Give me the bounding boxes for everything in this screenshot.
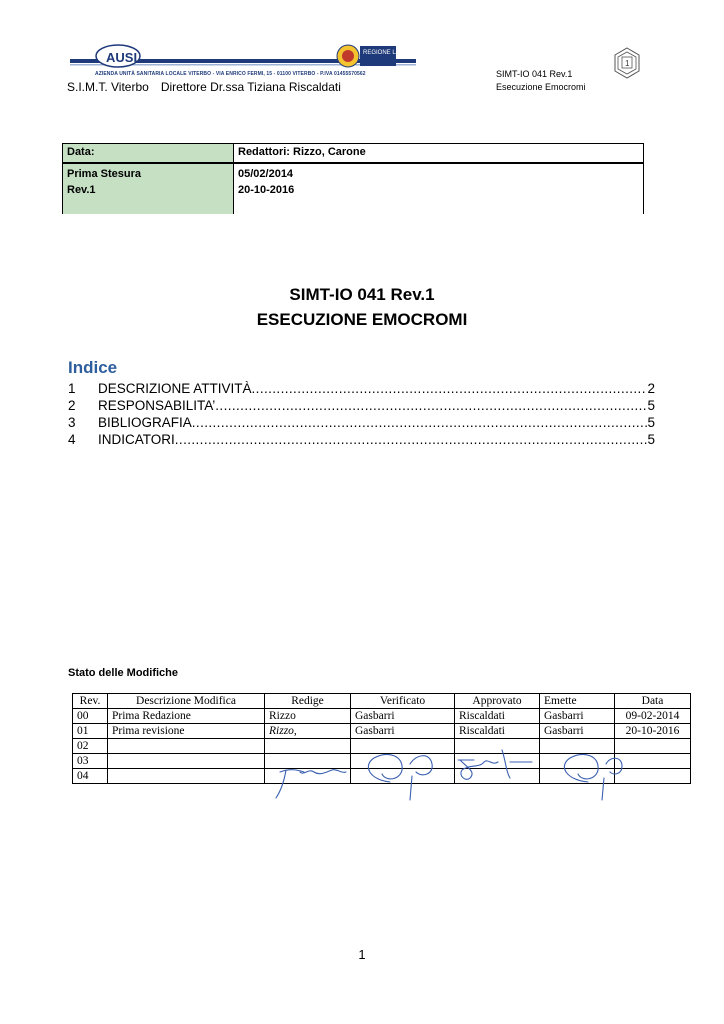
page-number: 1 <box>358 947 366 962</box>
toc-label: RESPONSABILITA’ <box>98 398 216 413</box>
column-header: Emette <box>540 694 615 709</box>
address-line: AZIENDA UNITÀ SANITARIA LOCALE VITERBO - VIA ENRICO FERMI, 15 - 01100 VITERBO - P.IVA 01455570562 <box>95 71 366 77</box>
doc-title-line1: SIMT-IO 041 Rev.1 <box>289 285 435 304</box>
table-cell: 20-10-2016 <box>615 724 691 739</box>
table-cell: Gasbarri <box>351 724 455 739</box>
toc-leader <box>252 381 648 396</box>
signature-riscaldati <box>458 750 532 779</box>
table-row <box>73 709 691 724</box>
first-draft-date: 05/02/2014 <box>238 168 294 180</box>
table-cell: 00 <box>73 709 108 724</box>
toc-label: DESCRIZIONE ATTIVITÀ <box>98 381 252 396</box>
draft-dates <box>234 163 644 214</box>
director-name: Direttore Dr.ssa Tiziana Riscaldati <box>160 80 341 94</box>
toc-number: 2 <box>68 398 76 413</box>
toc-entry[interactable] <box>68 381 655 396</box>
toc-number: 1 <box>68 381 76 396</box>
doc-code: SIMT-IO 041 Rev.1 <box>496 69 573 79</box>
table-cell: 02 <box>73 739 108 754</box>
region-badge-text: REGIONE LAZIO <box>363 50 410 56</box>
toc-entry[interactable] <box>68 398 655 413</box>
table-cell: Prima Redazione <box>108 709 265 724</box>
quality-seal-icon <box>612 46 642 80</box>
rev-label: Rev.1 <box>67 184 96 196</box>
table-cell: Gasbarri <box>540 709 615 724</box>
table-cell: 03 <box>73 754 108 769</box>
table-cell: 09-02-2014 <box>615 709 691 724</box>
unit-name: S.I.M.T. Viterbo <box>67 80 149 94</box>
first-draft-label: Prima Stesura <box>67 168 141 180</box>
index-heading: Indice <box>68 358 118 377</box>
toc-page: 5 <box>647 432 655 447</box>
table-cell: Prima revisione <box>108 724 265 739</box>
handwritten-signatures <box>270 742 630 804</box>
editors: Redattori: Rizzo, Carone <box>234 144 644 164</box>
toc-label: INDICATORI <box>98 432 175 447</box>
signature-gasbarri-1 <box>368 754 432 800</box>
column-header: Rev. <box>73 694 108 709</box>
table-cell: Riscaldati <box>455 724 540 739</box>
column-header: Descrizione Modifica <box>108 694 265 709</box>
column-header: Approvato <box>455 694 540 709</box>
table-cell <box>108 769 265 784</box>
logo-text: AUSL <box>106 50 142 65</box>
column-header: Data <box>615 694 691 709</box>
draft-labels <box>63 163 234 214</box>
table-cell <box>108 739 265 754</box>
table-cell <box>108 754 265 769</box>
doc-subject: Esecuzione Emocromi <box>496 82 586 92</box>
toc-page: 5 <box>647 415 655 430</box>
table-cell: 01 <box>73 724 108 739</box>
header-left <box>67 80 341 94</box>
toc-entry[interactable] <box>68 432 655 447</box>
table-row <box>73 724 691 739</box>
toc-leader <box>215 398 647 413</box>
table-cell: Rizzo <box>265 709 351 724</box>
toc-leader <box>192 415 648 430</box>
toc-label: BIBLIOGRAFIA <box>98 415 192 430</box>
table-cell: Rizzo, <box>265 724 351 739</box>
column-header: Redige <box>265 694 351 709</box>
toc-entry[interactable] <box>68 415 655 430</box>
table-cell: 04 <box>73 769 108 784</box>
data-label: Data: <box>63 144 234 164</box>
toc-page: 5 <box>647 398 655 413</box>
info-table <box>62 143 644 214</box>
toc-leader <box>175 432 648 447</box>
toc-page: 2 <box>647 381 655 396</box>
table-cell: Riscaldati <box>455 709 540 724</box>
doc-title-line2: ESECUZIONE EMOCROMI <box>256 310 468 329</box>
toc-number: 3 <box>68 415 76 430</box>
rev-date: 20-10-2016 <box>238 184 295 196</box>
signature-rizzo <box>276 770 346 798</box>
changes-heading: Stato delle Modifiche <box>68 667 179 679</box>
column-header: Verificato <box>351 694 455 709</box>
seal-number: 1 <box>625 59 630 68</box>
toc-number: 4 <box>68 432 76 447</box>
signature-gasbarri-2 <box>564 754 622 800</box>
table-cell: Gasbarri <box>351 709 455 724</box>
table-cell: Gasbarri <box>540 724 615 739</box>
